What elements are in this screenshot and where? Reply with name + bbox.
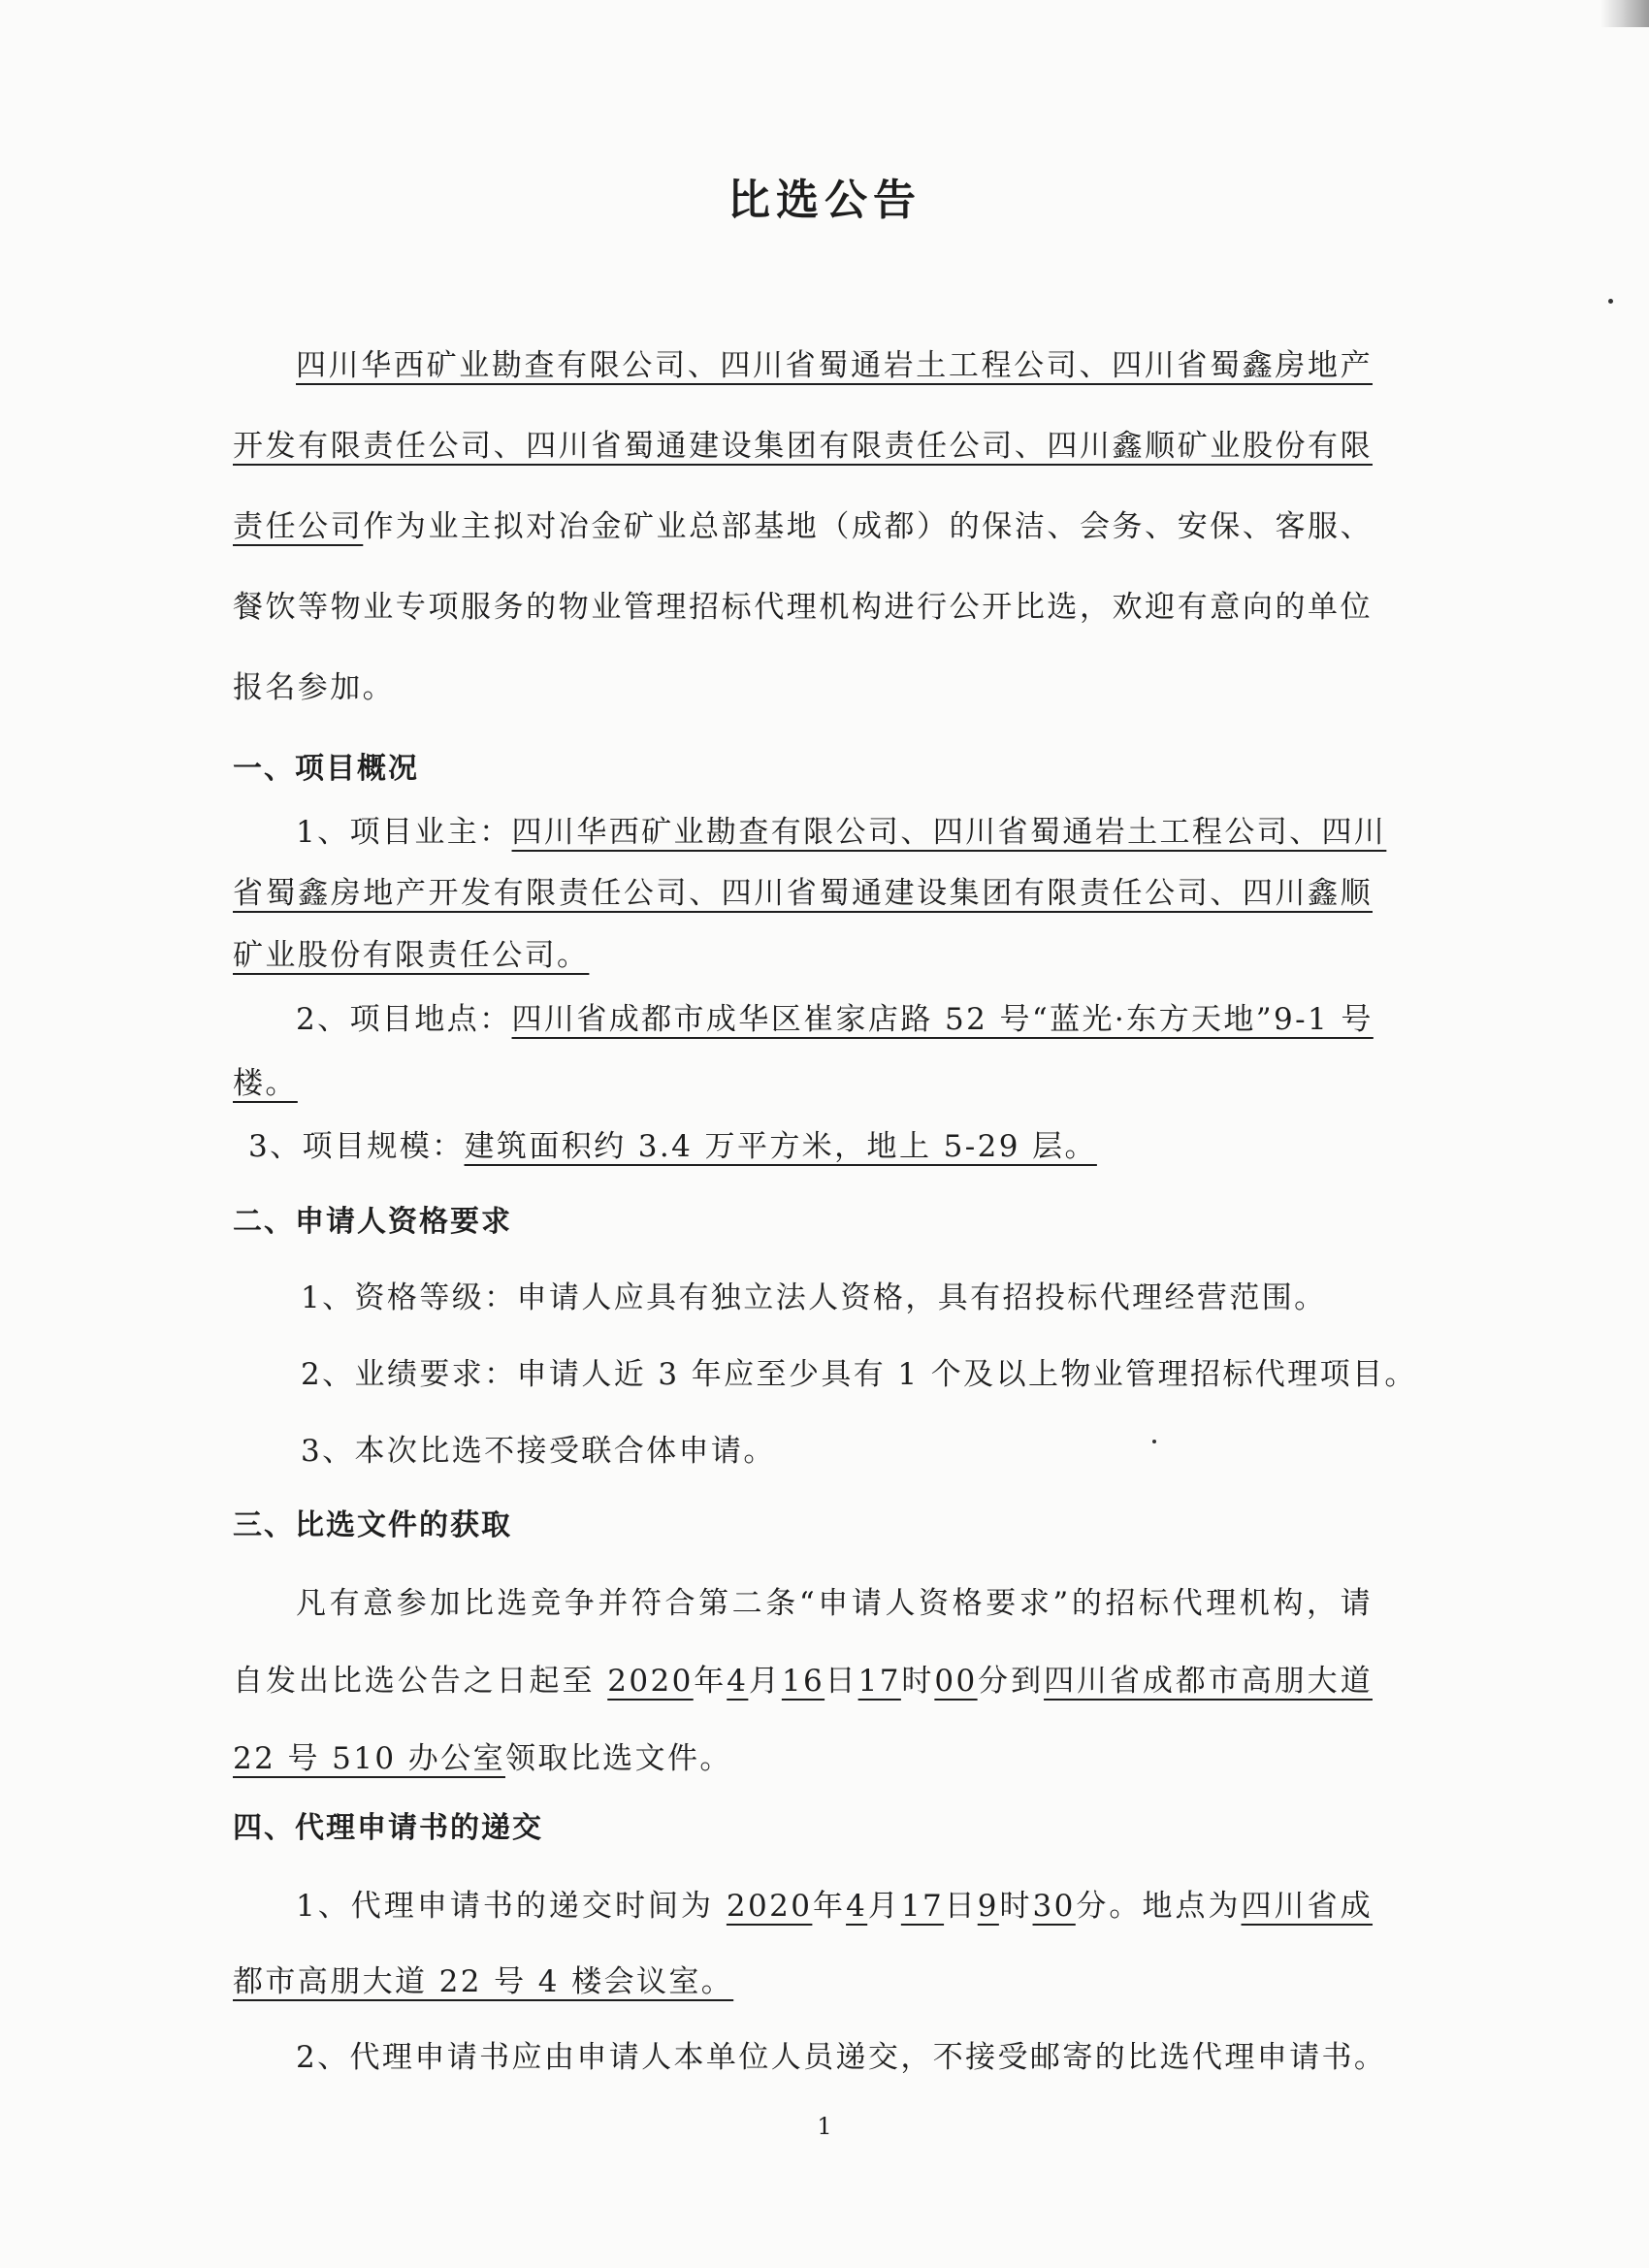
- scan-speck: [1608, 299, 1613, 304]
- s3-line-1: 凡有意参加比选竞争并符合第二条“申请人资格要求”的招标代理机构，请: [296, 1586, 1373, 1621]
- intro-line-4: 餐饮等物业专项服务的物业管理招标代理机构进行公开比选，欢迎有意向的单位: [233, 590, 1373, 625]
- s1-item-3: 3、项目规模：建筑面积约 3.4 万平方米，地上 5-29 层。: [248, 1129, 1097, 1164]
- s2-item-1: 1、资格等级：申请人应具有独立法人资格，具有招投标代理经营范围。: [301, 1280, 1327, 1315]
- s4-item-2: 2、代理申请书应由申请人本单位人员递交，不接受邮寄的比选代理申请书。: [296, 2040, 1387, 2075]
- page-title: 比选公告: [728, 176, 922, 225]
- page-number: 1: [817, 2113, 832, 2140]
- section-heading-4: 四、代理申请书的递交: [233, 1811, 543, 1845]
- intro-line-5: 报名参加。: [233, 670, 395, 705]
- s1-item-2-line-2: 楼。: [233, 1066, 298, 1101]
- intro-line-1: [296, 346, 1373, 385]
- s3-line-3: 22 号 510 办公室领取比选文件。: [233, 1741, 732, 1776]
- s1-item-2-line-1: 2、项目地点：四川省成都市成华区崔家店路 52 号“蓝光·东方天地”9-1 号: [296, 1002, 1374, 1037]
- s4-item-1-line-1: 1、代理申请书的递交时间为 2020年4月17日9时30分。地点为四川省成: [296, 1889, 1374, 1924]
- section-heading-3: 三、比选文件的获取: [233, 1508, 512, 1542]
- intro-line-3: 责任公司作为业主拟对冶金矿业总部基地（成都）的保洁、会务、安保、客服、: [233, 509, 1373, 544]
- s1-item-1-line-2: 省蜀鑫房地产开发有限责任公司、四川省蜀通建设集团有限责任公司、四川鑫顺: [233, 876, 1373, 911]
- owner-list: 开发有限责任公司、四川省蜀通建设集团有限责任公司、四川鑫顺矿业股份有限: [233, 429, 1373, 464]
- scan-speck: [1152, 1440, 1156, 1443]
- section-heading-2: 二、申请人资格要求: [233, 1205, 512, 1239]
- s3-line-2: 自发出比选公告之日起至 2020年4月16日17时00分到四川省成都市高朋大道: [233, 1664, 1373, 1699]
- section-heading-1: 一、项目概况: [233, 752, 419, 786]
- intro-line-2: [233, 427, 1373, 466]
- s4-item-1-line-2: 都市高朋大道 22 号 4 楼会议室。: [233, 1964, 734, 1999]
- scan-edge-shadow: [1600, 0, 1649, 27]
- owner-list: 四川华西矿业勘查有限公司、四川省蜀通岩土工程公司、四川省蜀鑫房地产: [296, 348, 1373, 383]
- s2-item-3: 3、本次比选不接受联合体申请。: [301, 1434, 776, 1469]
- s1-item-1-line-1: 1、项目业主：四川华西矿业勘查有限公司、四川省蜀通岩土工程公司、四川: [296, 815, 1387, 850]
- s1-item-1-line-3: 矿业股份有限责任公司。: [233, 938, 590, 973]
- s2-item-2: 2、业绩要求：申请人近 3 年应至少具有 1 个及以上物业管理招标代理项目。: [301, 1357, 1417, 1392]
